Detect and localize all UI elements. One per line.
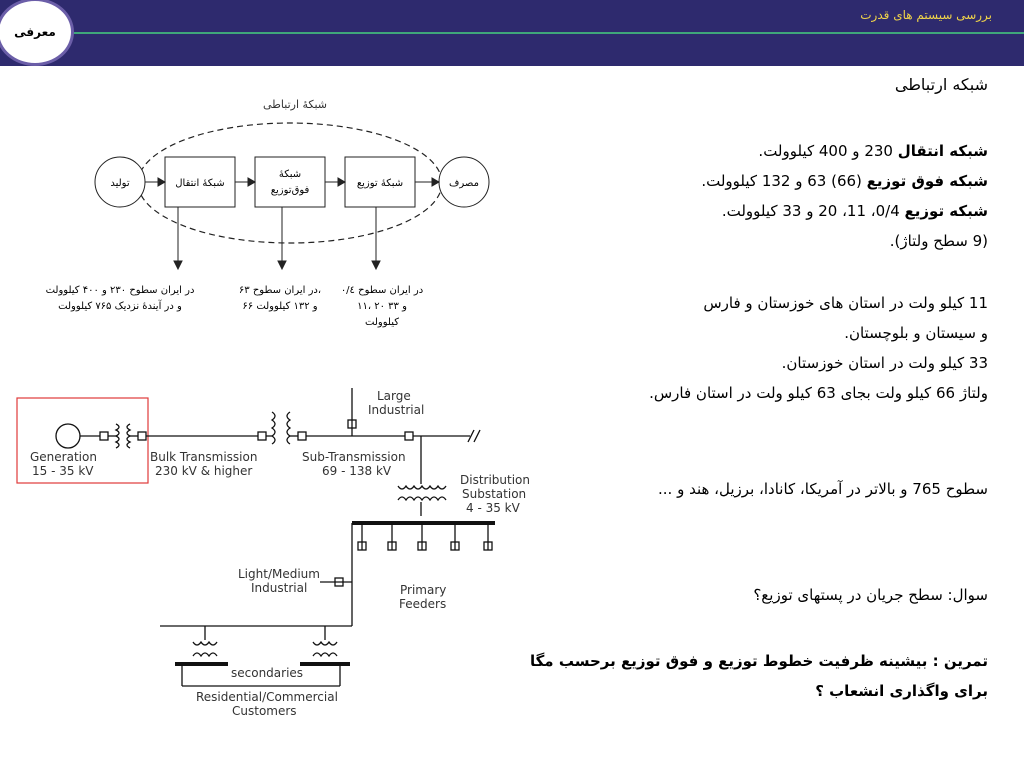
subtransmission-label: Sub-Transmission [302,450,406,464]
consume-label: مصرف [449,178,479,189]
line-sistan: و سیستان و بلوچستان. [844,324,988,342]
produce-label: تولید [110,178,130,189]
large-industrial-label-2: Industrial [368,403,425,417]
line-transmission-bold: شبکه انتقال [897,142,988,160]
section-badge: معرفی [0,0,74,66]
note-subtransmission-2: ۶۶ و ۱۳۲ کیلوولت [242,301,318,312]
line-subtransmission-rest: (66) 63 و 132 کیلوولت. [701,172,867,190]
header-divider [0,32,1024,34]
primary-feeders-label-1: Primary [400,583,447,597]
line-33kv: 33 کیلو ولت در استان خوزستان. [781,354,988,372]
question-line: سوال: سطح جریان در پستهای توزیع؟ [753,586,988,604]
subtransmission-label-2: فوق‌توزیع [270,185,310,196]
bulk-label: Bulk Transmission [150,450,258,464]
breaker-4 [298,432,306,440]
note-transmission-1: در ایران سطوح ۲۳۰ و ۴۰۰ کیلوولت [45,285,195,296]
note-distribution-1: در ایران سطوح ۰/٤ [340,285,424,296]
transformer-dist [398,486,446,500]
network-diagram [20,88,479,343]
large-industrial-label-1: Large [377,389,411,403]
power-system-diagram [0,380,530,725]
exercise-line-2: برای واگذاری انشعاب ؟ [815,682,988,700]
distribution-label-2: Substation [462,487,527,501]
transmission-label: شبکهٔ انتقال [175,178,225,189]
transformer-sub [272,412,290,444]
primary-feeders-label-2: Feeders [399,597,447,611]
breaker-3 [258,432,266,440]
subtransmission-label-1: شبکهٔ [278,169,302,180]
subtransmission-box [255,157,325,207]
light-industrial-label-2: Industrial [251,581,308,595]
header-bar [0,0,1024,66]
secondaries-label: secondaries [231,666,304,680]
distribution-label: شبکهٔ توزیع [356,178,404,189]
subtransmission-kv-label: 69 - 138 kV [322,464,392,478]
generation-label: Generation [30,450,97,464]
note-distribution-2: ۱۱، ۲۰ و ۳۳ [357,301,407,312]
line-distribution-bold: شبکه توزیع [904,202,988,220]
residential-label-1: Residential/Commercial [196,690,338,704]
distribution-kv-label: 4 - 35 kV [466,501,520,515]
exercise-line-1: تمرین : بیشینه ظرفیت خطوط توزیع و فوق توزیع برحسب مگا [529,652,988,670]
note-distribution-3: کیلوولت [365,317,399,328]
distribution-label-1: Distribution [460,473,531,487]
transformer-gen [116,424,130,448]
header-title: بررسی سیستم های قدرت [860,8,992,22]
breaker-5 [405,432,413,440]
residential-label-2: Customers [232,704,297,718]
line-transmission-rest: 230 و 400 کیلوولت. [758,142,898,160]
generation-kv-label: 15 - 35 kV [32,464,94,478]
content-heading: شبکه ارتباطی [894,75,988,94]
line-voltage-levels: (9 سطح ولتاژ). [889,232,988,250]
generator-symbol [56,424,80,448]
breaker-2 [138,432,146,440]
line-distribution-rest: 0/4، 11، 20 و 33 کیلوولت. [721,202,905,220]
light-industrial-label-1: Light/Medium [238,567,320,581]
transformer-res-1 [193,642,217,656]
line-11kv: 11 کیلو ولت در استان های خوزستان و فارس [703,294,988,312]
line-66kv: ولتاژ 66 کیلو ولت بجای 63 کیلو ولت در استان فارس. [649,384,988,402]
line-break-2 [474,430,480,442]
bulk-kv-label: 230 kV & higher [155,464,253,478]
transformer-res-2 [313,642,337,656]
diagram-title: شبکهٔ ارتباطی [262,98,328,111]
note-transmission-2: و در آیندهٔ نزدیک ۷۶۵ کیلوولت [58,301,182,312]
line-765kv: سطوح 765 و بالاتر در آمریکا، کانادا، برزیل، هند و ... [658,480,988,498]
line-subtransmission-bold: شبکه فوق توزیع [866,172,988,190]
breaker-1 [100,432,108,440]
note-subtransmission-1: در ایران سطوح ۶۳، [238,285,322,296]
